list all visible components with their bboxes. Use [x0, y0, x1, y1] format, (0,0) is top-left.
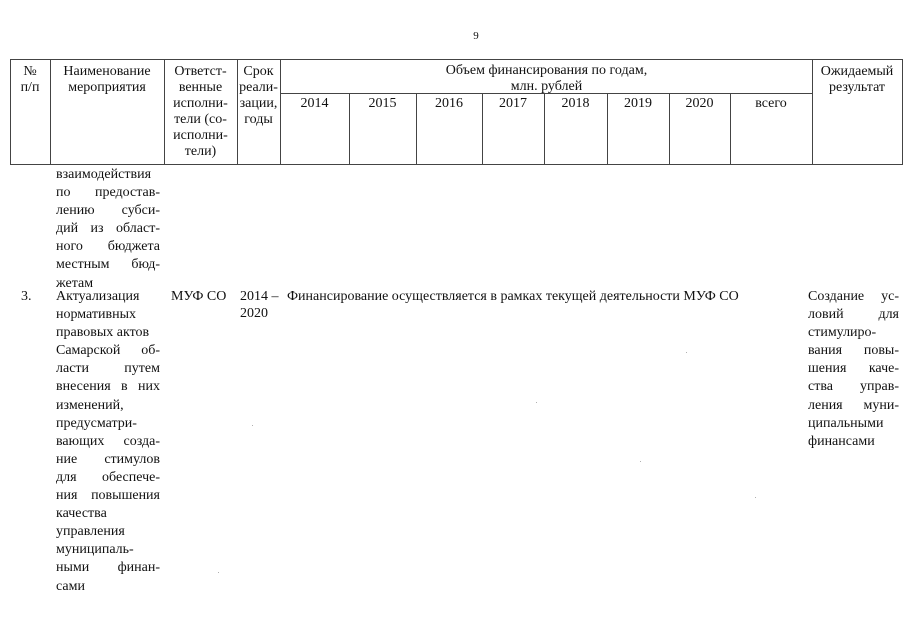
header-responsible: Ответст- венные исполни- тели (со- исполни- тели): [173, 64, 228, 159]
header-number: № п/п: [20, 64, 40, 95]
year-2015: 2015: [368, 96, 397, 111]
header-term: Срок реали- зации, годы: [239, 64, 278, 127]
header-name: Наименование мероприятия: [63, 64, 151, 95]
year-2019: 2019: [624, 96, 652, 111]
row-name: Актуализация нормативных правовых актов Самарской об- ласти путем внесения в них изменений, предусматри- вающих созда- ние стимулов для обеспече- ния повышения качества управления муниципаль- ными финан- сами: [56, 289, 160, 594]
year-2014: 2014: [300, 96, 329, 111]
row-number: 3.: [21, 289, 32, 304]
row-result: Создание ус- ловий для стимулиро- вания повы- шения каче- ства управ- ления муни- ципальными финансами: [808, 289, 899, 449]
year-total: всего: [755, 96, 787, 111]
year-2020: 2020: [685, 96, 714, 111]
year-2018: 2018: [561, 96, 590, 111]
row-term: 2014 – 2020: [240, 289, 279, 321]
row-responsible: МУФ СО: [171, 289, 227, 304]
header-financing: Объем финансирования по годам, млн. рублей: [445, 63, 648, 94]
year-2016: 2016: [435, 96, 463, 111]
year-2017: 2017: [499, 96, 527, 111]
continuation-text: взаимодействия по предостав- лению субси- дий из област- ного бюджета местным бюд- жетам: [56, 167, 160, 291]
header-result: Ожидаемый результат: [820, 64, 894, 95]
page-number: 9: [473, 30, 479, 42]
row-financing-note: Финансирование осуществляется в рамках текущей деятельности МУФ СО: [287, 289, 739, 304]
